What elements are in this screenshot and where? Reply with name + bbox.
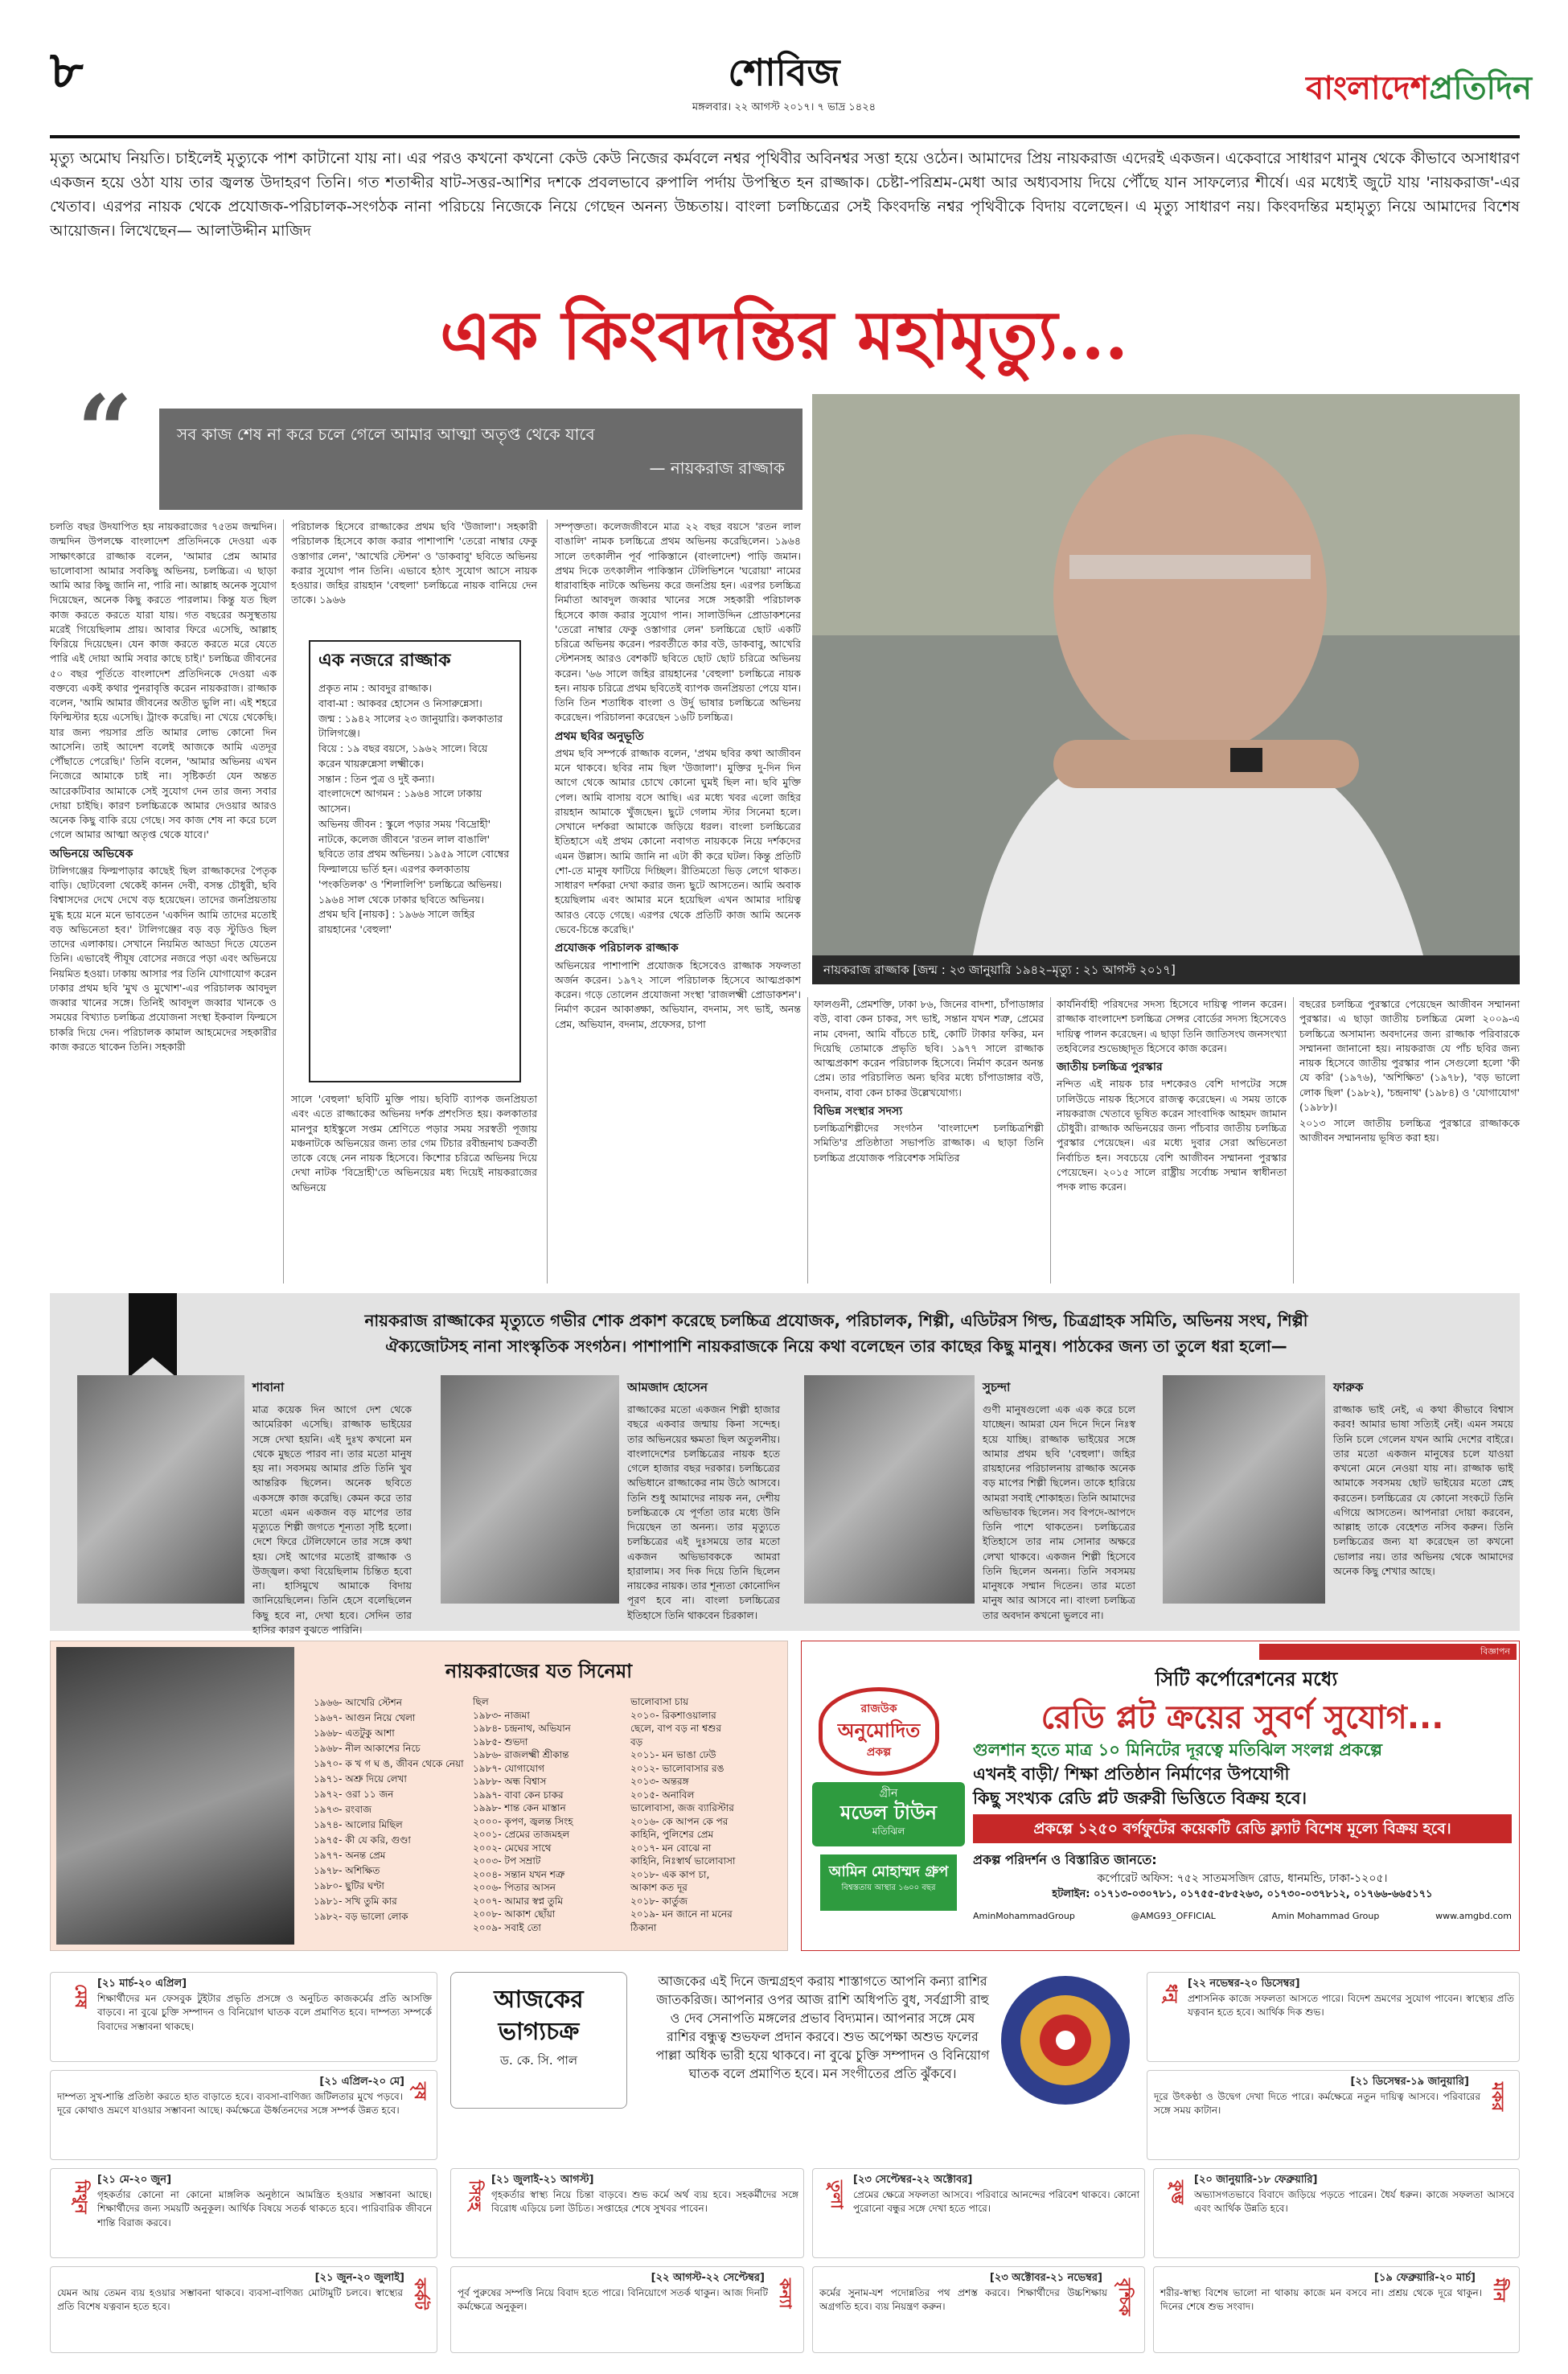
project-logo <box>812 1782 965 1846</box>
film-item: ২০১৬- কে আপন কে পর <box>630 1815 729 1827</box>
person-name: আমজাদ হোসেন <box>627 1380 708 1394</box>
col1-subhead: অভিনয়ে অভিষেক <box>50 847 133 860</box>
film-item: ১৯৮৭- যোগাযোগ <box>473 1762 544 1774</box>
film-item: ২০১১- মন ভাঙা ঢেউ <box>630 1749 716 1760</box>
film-item: ২০০৪- সন্তান যখন শত্রু <box>473 1868 565 1880</box>
film-item: ১৯৮২- বড় ভালো লোক <box>314 1911 408 1922</box>
col2-paragraph-1: পরিচালক হিসেবে রাজ্জাকের প্রথম ছবি 'উজালা'। সহকারী পরিচালক হিসেবে কাজ করার পাশাপাশি 'তেরো নাম্বার ফেকু ওস্তাগার লেন', 'আখেরি স্টেশন' ও 'ডাকবাবু' ছবিতে অভিনয় করার সুযোগ পান তিনি। এভাবে হঠাৎ সুযোগ আসে নায়ক হওয়ার। জহির রায়হান 'বেহুলা' চলচ্চিত্রে নায়ক বানিয়ে দেন তাকে। ১৯৬৬ <box>291 520 537 606</box>
film-item: ১৯৭৫- কী যে করি, গুণ্ডা <box>314 1834 411 1846</box>
person-quote: গুণী মানুষগুলো এক এক করে চলে যাচ্ছেন। আমরা যেন দিনে দিনে নিঃস্ব হয়ে যাচ্ছি। রাজ্জাক ভাইয়ের সঙ্গে আমার প্রথম ছবি 'বেহুলা'। জহির রায়হানের পরিচালনায় রাজ্জাক অনেক বড় মাপের শিল্পী ছিলেন। তাকে হারিয়ে আমরা সবাই শোকাহত। তিনি আমাদের অভিভাবক ছিলেন। সব বিপদে-আপদে তিনি পাশে থাকতেন। চলচ্চিত্রের ইতিহাসে তার নাম সোনার অক্ষরে লেখা থাকবে। একজন শিল্পী হিসেবে তিনি ছিলেন অনন্য। তিনি সবসময় মানুষকে সম্মান দিতেন। তার মতো মানুষ আর আসবে না। বাংলা চলচ্চিত্র তার অবদান কখনো ভুলবে না। <box>983 1403 1135 1621</box>
masthead-rule <box>50 135 1520 138</box>
zodiac-dates: [২০ জানুয়ারি-১৮ ফেব্রুয়ারি] <box>1194 2174 1318 2186</box>
zodiac-box-leo <box>450 2168 804 2258</box>
taurus-icon: বৃষ <box>411 2082 430 2101</box>
brand-logo <box>1194 64 1532 113</box>
film-item: ১৯৭৮- অশিক্ষিত <box>314 1865 380 1876</box>
column-separator <box>1293 997 1294 1284</box>
film-item: ১৯৮৫- শুভদা <box>473 1735 528 1748</box>
ad-line-1: সিটি কর্পোরেশনের মধ্যে <box>1155 1668 1338 1690</box>
company-logo <box>820 1854 957 1911</box>
cancer-icon: কর্কট <box>411 2278 430 2310</box>
zodiac-box-taurus <box>50 2070 437 2160</box>
zodiac-box-capricorn <box>1147 2070 1520 2160</box>
horoscope-title-1: আজকের <box>494 1986 584 2014</box>
aries-icon: মেষ <box>72 1984 91 2009</box>
col4-paragraph-2: চলচ্চিত্রশিল্পীদের সংগঠন 'বাংলাদেশ চলচ্চিত্রশিল্পী সমিতি'র প্রতিষ্ঠাতা সভাপতি রাজ্জাক। এ ছাড়া তিনি চলচ্চিত্র প্রযোজক পরিবেশক সমিতির <box>814 1122 1044 1164</box>
zodiac-text: প্রেমের ক্ষেত্রে সফলতা আসবে। পরিবারে আনন্দের পরিবেশ থাকবে। কোনো পুরোনো বন্ধুর সঙ্গে দেখা হতে পারে। <box>853 2189 1139 2215</box>
glance-item: বাংলাদেশে আগমন : ১৯৬৪ সালে ঢাকায় আসেন। <box>318 787 482 815</box>
person-quote: রাজ্জাক ভাই নেই, এ কথা কীভাবে বিশ্বাস করব! আমার ভাষা সত্যিই নেই। এমন সময়ে তিনি চলে গেলেন যখন আমি দেশের বাইরে। তার মতো একজন মানুষের চলে যাওয়া কখনো মেনে নেওয়া যায় না। রাজ্জাক ভাই আমাকে সবসময় ছোট ভাইয়ের মতো স্নেহ করতেন। চলচ্চিত্রের যে কোনো সংকটে তিনি এগিয়ে আসতেন। আপনারা দোয়া করবেন, আল্লাহ তাকে বেহেশত নসিব করুন। তিনি চলচ্চিত্রের জন্য যা করেছেন তা কখনো ভোলার নয়। তার অভিনয় থেকে আমাদের অনেক কিছু শেখার আছে। <box>1333 1403 1513 1577</box>
film-item: ১৯৬৭- আগুন নিয়ে খেলা <box>314 1712 416 1723</box>
zodiac-box-scorpio <box>812 2266 1145 2353</box>
person-photo-amjad <box>441 1375 619 1604</box>
ad-label: বিজ্ঞাপন <box>1259 1644 1517 1660</box>
column-separator <box>1050 997 1051 1284</box>
zodiac-text: দূরে উৎকণ্ঠা ও উদ্বেগ দেখা দিতে পারে। কর্মক্ষেত্রে নতুন দায়িত্ব আসবে। পরিবারের সঙ্গে সময় কাটান। <box>1154 2091 1480 2117</box>
film-item: ১৯৮৪- চন্দ্রনাথ, অভিযান <box>473 1723 571 1734</box>
gemini-icon: মিথুন <box>72 2180 91 2214</box>
brand-big: মডেল টাউন <box>840 1801 937 1824</box>
col2-paragraph-2: সালে 'বেহুলা' ছবিটি মুক্তি পায়। ছবিটি ব্যাপক জনপ্রিয়তা এবং এতে রাজ্জাকের অভিনয় দর্শক প্রশংসিত হয়। কলকাতার মানপুর হাইস্কুলে সপ্তম শ্রেণিতে পড়ার সময় সরস্বতী পূজায় মঞ্চনাটকে অভিনয়ের জন্য তার গেম টিচার রবীন্দ্রনাথ চক্রবর্তী তাকে বেছে নেন নায়ক হিসেবে। কিশোর চরিত্রে অভিনয় দিয়ে দেখা নাটক 'বিদ্রোহী'তে অভিনয়ের মধ্য দিয়েই নায়করাজের অভিনয়ে <box>291 1093 537 1193</box>
ad-line-2: রেডি প্লট ক্রয়ের সুবর্ণ সুযোগ... <box>1041 1699 1444 1736</box>
brand-part-1: বাংলাদেশ <box>1306 70 1430 107</box>
glance-list <box>318 681 511 938</box>
film-item: ২০১০- রিকশাওয়ালার <box>630 1709 716 1721</box>
horoscope-author: ড. কে. সি. পাল <box>499 2053 578 2068</box>
col3-paragraph-1: সম্পৃক্ততা। কলেজজীবনে মাত্র ২২ বছর বয়সে 'রতন লাল বাঙালি' নামক চলচ্চিত্রে প্রথম অভিনয় করেছিলেন। ১৯৬৪ সালে তৎকালীন পূর্ব পাকিস্তানে (বাংলাদেশ) পাড়ি জমান। প্রথম দিকে তৎকালীন পাকিস্তান টেলিভিশনে 'ঘরোয়া' নামের ধারাবাহিক নাটকে অভিনয় করে জনপ্রিয় হন। এরপর চলচ্চিত্র নির্মাতা আবদুল জব্বার খানের সঙ্গে সহকারী পরিচালক হিসেবে কাজ করার সুযোগ পান। সালাউদ্দিন প্রোডাকশনের 'তেরো নাম্বার ফেকু ওস্তাগার লেন' চলচ্চিত্রে ছোট একটি চরিত্রে অভিনয় করেন। পরবর্তীতে কার বউ, ডাকবাবু, আখেরি স্টেশনসহ আরও বেশকটি ছবিতে ছোট ছোট চরিত্রে অভিনয় করেন। '৬৬ সালে জহির রায়হানের 'বেহুলা' চলচ্চিত্রে নায়ক হন। নায়ক চরিত্রে প্রথম ছবিতেই ব্যাপক জনপ্রিয়তা পেয়ে যান। তিনি তিন শতাধিক বাংলা ও উর্দু ভাষার চলচ্চিত্রে অভিনয় করেছেন। পরিচালনা করেছেন ১৬টি চলচ্চিত্র। <box>555 520 801 724</box>
person-photo-faruk <box>1163 1375 1325 1604</box>
tribute-intro: নায়করাজ রাজ্জাকের মৃত্যুতে গভীর শোক প্রকাশ করেছে চলচ্চিত্র প্রযোজক, পরিচালক, শিল্পী, এডিটরস গিল্ড, চিত্রগ্রাহক সমিতি, অভিনয় সংঘ, শিল্পী ঐক্যজোটসহ নানা সাংস্কৃতিক সংগঠন। পাশাপাশি নায়করাজকে নিয়ে কথা বলেছেন তার কাছের কিছু মানুষ। পাঠকের জন্য তা তুলে ধরা হলো— <box>364 1311 1308 1356</box>
col1-paragraph-2: টালিগঞ্জের ফিল্মপাড়ার কাছেই ছিল রাজ্জাকদের পৈতৃক বাড়ি। ছোটবেলা থেকেই কানন দেবী, বসন্ত চৌধুরী, ছবি বিশ্বাসদের দেখে দেখে বড় হয়েছেন। তাদের জনপ্রিয়তায় মুগ্ধ হয়ে মনে মনে ভাবতেন 'একদিন আমি তাদের মতোই বড় অভিনেতা হব।' টালিগঞ্জের বড় বড় স্টুডিও ছিল তাদের এলাকায়। সেখানে নিয়মিত আড্ডা দিতে যেতেন তিনি। এভাবেই পীযূষ বোসের নজরে পড়া এবং অভিনয়ে নিয়মিত হওয়া। ঢাকায় আসার পর তিনি যোগাযোগ করেন ঢাকার প্রথম ছবি 'মুখ ও মুখোশ'-এর পরিচালক আবদুল জব্বার খানের সঙ্গে। তিনিই আবদুল জব্বার খানকে ও সময়ের বিখ্যাত চলচ্চিত্র প্রযোজনা সংস্থা ইকবাল ফিল্মসে চাকরি দিয়ে দেন। পরিচালক কামাল আহমেদের সহকারীর কাজ করতে থাকেন তিনি। সহকারী <box>50 864 277 1053</box>
glance-item: প্রকৃত নাম : আবদুর রাজ্জাক। <box>318 682 433 694</box>
zodiac-dates: [২১ জুন-২০ জুলাই] <box>314 2272 404 2284</box>
film-item: কাহিনি, পুলিশের প্রেম <box>630 1829 714 1840</box>
zodiac-dates: [১৯ ফেব্রুয়ারি-২০ মার্চ] <box>1374 2272 1476 2284</box>
zodiac-wheel-graphic <box>997 1972 1134 2109</box>
seal-mid: অনুমোদিত <box>837 1719 921 1742</box>
company-sub: বিশ্বস্ততায় আস্থার ১৬০০ বছর <box>841 1883 936 1892</box>
approval-seal <box>819 1687 939 1776</box>
ad-office: কর্পোরেট অফিস: ৭৫২ সাতমসজিদ রোড, ধানমন্ডি, ঢাকা-১২০৫। <box>1097 1872 1388 1885</box>
zodiac-box-pisces <box>1153 2266 1520 2353</box>
zodiac-dates: [২১ জুলাই-২১ আগস্ট] <box>491 2174 594 2186</box>
person-quote: মাত্র কয়েক দিন আগে দেশ থেকে আমেরিকা এসেছি। রাজ্জাক ভাইয়ের সঙ্গে দেখা হয়নি। এই দুঃখ কখনো মন থেকে মুছতে পারব না। তার মতো মানুষ হয় না। সবসময় আমার প্রতি তিনি খুব আন্তরিক ছিলেন। অনেক ছবিতে একসঙ্গে কাজ করেছি। কেমন করে তার মতো এমন একজন বড় মাপের তার মৃত্যুতে শিল্পী জগতে শূন্যতা সৃষ্টি হলো। দেশে ফিরে টেলিফোনে তার সঙ্গে কথা হয়। সেই আগের মতোই রাজ্জাক ও উজ্জ্বল। কথা বিয়েছিলাম চিন্তিত হবো না। হাসিমুখে আমাকে বিদায় জানিয়েছিলেন। তিনি হেসে বলেছিলেন কিছু হবে না, দেখা হবে। সেদিন তার হাসির কারণ বুঝতে পারিনি। <box>252 1403 412 1636</box>
film-item: ১৯৮০- ছুটির ঘণ্টা <box>314 1880 384 1891</box>
section-title: শোবিজ <box>728 51 840 94</box>
zodiac-text: শিক্ষার্থীদের মন ফেসবুক টুইটার প্রভৃতি প্রসঙ্গে ও অনুচিত কাজকর্মের প্রতি আসক্তি বাড়বে। না বুঝে চুক্তি সম্পাদন ও বিনিয়োগ ঘাতক বলে প্রমাণিত হবে। দাম্পত্য সম্পর্কে বিবাদের সম্ভাবনা থাকছে। <box>97 1993 432 2032</box>
zodiac-box-sagittarius <box>1147 1972 1520 2062</box>
film-item: ভালোবাসা চায় <box>630 1696 689 1707</box>
zodiac-dates: [২৩ অক্টোবর-২১ নভেম্বর] <box>989 2272 1102 2284</box>
zodiac-box-virgo <box>450 2266 804 2353</box>
glance-item: বাবা-মা : আকবর হোসেন ও নিসারুন্নেসা। <box>318 696 482 709</box>
zodiac-text: গৃহকর্তার কোনো না কোনো মাঙ্গলিক অনুষ্ঠানে আমন্ত্রিত হওয়ার সম্ভাবনা আছে। শিক্ষার্থীদের জন্য সময়টি অনুকূল। আর্থিক বিষয়ে সতর্ক থাকতে হবে। পারিবারিক জীবনে শান্তি বিরাজ করবে। <box>97 2189 432 2228</box>
film-list-3 <box>630 1695 783 1934</box>
zodiac-box-libra <box>812 2168 1145 2258</box>
zodiac-text: দাম্পত্য সুখ-শান্তি প্রতিষ্ঠা করতে হাত বাড়াতে হবে। ব্যবসা-বাণিজ্য জটিলতার মুখে পড়বে। দূরে কোথাও ভ্রমণে যাওয়ার সম্ভাবনা আছে। কর্মক্ষেত্রে ঊর্ধ্বতনদের সঙ্গে সম্পর্ক উন্নত হবে। <box>57 2091 403 2117</box>
article-column-6 <box>1299 997 1520 1284</box>
brand-part-2: প্রতিদিন <box>1429 70 1532 107</box>
person-name: সুচন্দা <box>983 1380 1011 1394</box>
film-item: ২০১৭- মন বোঝে না <box>630 1842 712 1854</box>
social-link[interactable]: Amin Mohammad Group <box>1271 1911 1380 1921</box>
capricorn-icon: মকর <box>1488 2082 1508 2112</box>
film-item: ১৯৯৮- শান্ত কেন মাস্তান <box>473 1802 566 1813</box>
film-item: ১৯৯৭- বাবা কেন চাকর <box>473 1789 564 1801</box>
film-item: ছিল <box>473 1696 489 1707</box>
film-item: ১৯৭৭- অনন্ত প্রেম <box>314 1850 386 1861</box>
person-name: শাবানা <box>252 1380 285 1394</box>
film-item: ১৯৭১- অশ্রু দিয়ে লেখা <box>314 1773 407 1785</box>
zodiac-wheel-icon <box>997 1972 1134 2109</box>
quote-mark: “ <box>77 374 133 487</box>
article-column-3 <box>555 520 801 1284</box>
ad-line-4: এখনই বাড়ী/ শিক্ষা প্রতিষ্ঠান নির্মাণের উপযোগী <box>973 1764 1290 1784</box>
scorpio-icon: বৃশ্চিক <box>1115 2278 1135 2316</box>
social-link[interactable]: AminMohammadGroup <box>973 1911 1075 1921</box>
film-item: বড় <box>630 1735 643 1748</box>
film-item: ১৯৬৬- আখেরি স্টেশন <box>314 1697 402 1708</box>
zodiac-text: প্রশাসনিক কাজে সফলতা আসতে পারে। বিদেশ ভ্রমণের সুযোগ পাবেন। স্বাস্থ্যের প্রতি যত্নবান হতে হবে। আর্থিক দিক শুভ। <box>1188 1993 1514 2019</box>
film-item: ২০০১- প্রেমের তাজমহল <box>473 1829 570 1840</box>
zodiac-text: অভ্যাসগতভাবে বিবাদে জড়িয়ে পড়তে পারেন। ধৈর্য ধরুন। কাজে সফলতা আসবে এবং আর্থিক উন্নতি হবে। <box>1194 2189 1514 2215</box>
glance-item: সন্তান : তিন পুত্র ও দুই কন্যা। <box>318 772 435 785</box>
intro-text: মৃত্যু অমোঘ নিয়তি। চাইলেই মৃত্যুকে পাশ কাটানো যায় না। এর পরও কখনো কখনো কেউ কেউ নিজের কর্মবলে নশ্বর পৃথিবীর অবিনশ্বর সত্তা হয়ে ওঠেন। আমাদের প্রিয় নায়করাজ এদেরই একজন। একেবারে সাধারণ মানুষ থেকে কীভাবে অসাধারণ একজন হয়ে ওঠা যায় তার জ্বলন্ত উদাহরণ তিনি। গত শতাব্দীর ষাট-সত্তর-আশির দশকে প্রবলভাবে রুপালি পর্দায় উপস্থিত হন রাজ্জাক। চেষ্টা-পরিশ্রম-মেধা আর অধ্যবসায় দিয়ে পৌঁছে যান সাফল্যের শীর্ষে। এর মধ্যেই জুটে যায় 'নায়করাজ'-এর খেতাব। এরপর নায়ক থেকে প্রযোজক-পরিচালক-সংগঠক নানা পরিচয়ে নিজেকে নিয়ে গেছেন অনন্য উচ্চতায়। বাংলা চলচ্চিত্রের সেই কিংবদন্তি নশ্বর পৃথিবীকে বিদায় বলেছেন। এ মৃত্যু সাধারণ নয়। কিংবদন্তির মহামৃত্যু নিয়ে আমাদের বিশেষ আয়োজন। লিখেছেন— আলাউদ্দীন মাজিদ <box>50 150 1520 240</box>
page-number: ৮ <box>50 41 84 101</box>
col3-subhead-1: প্রথম ছবির অনুভূতি <box>555 729 644 743</box>
film-item: ১৯৬৮- নীল আকাশের নিচে <box>314 1743 421 1754</box>
film-item: ১৯৭০- ক খ গ ঘ ঙ, জীবন থেকে নেয়া <box>314 1758 464 1769</box>
col3-paragraph-3: অভিনয়ের পাশাপাশি প্রযোজক হিসেবেও রাজ্জাক সফলতা অর্জন করেন। ১৯৭২ সালে পরিচালক হিসেবে আত্মপ্রকাশ করেন। গড়ে তোলেন প্রযোজনা সংস্থা 'রাজলক্ষ্মী প্রোডাকশন'। নির্মাণ করেন আকাঙ্ক্ষা, অভিযান, বদনাম, সৎ ভাই, অনন্ত প্রেম, অভিযান, বদনাম, প্রফেসর, চাপা <box>555 959 801 1030</box>
film-item: ১৯৭৩- রংবাজ <box>314 1804 371 1815</box>
film-item: ১৯৭২- ওরা ১১ জন <box>314 1789 394 1800</box>
pisces-icon: মীন <box>1490 2278 1509 2302</box>
brand-sub: মতিঝিল <box>872 1826 905 1837</box>
film-list-1 <box>314 1695 466 1924</box>
ad-highlight-bar: প্রকল্পে ১২৫০ বর্গফুটের কয়েকটি রেডি ফ্ল্যাট বিশেষ মূল্যে বিক্রয় হবে। <box>973 1814 1512 1843</box>
ad-line-3: গুলশান হতে মাত্র ১০ মিনিটের দূরত্বে মতিঝিল সংলগ্ন প্রকল্পে <box>973 1740 1383 1760</box>
film-item: ২০০৮- আকাশ ছোঁয়া <box>473 1908 556 1920</box>
person-photo-shabana <box>77 1375 244 1604</box>
col3-subhead-2: প্রযোজক পরিচালক রাজ্জাক <box>555 942 679 955</box>
film-item: ছেলে, বাপ বড় না শ্বশুর <box>630 1723 721 1734</box>
film-item: ২০০৭- আমার স্বপ্ন তুমি <box>473 1895 564 1907</box>
mourning-ribbon-icon <box>129 1293 177 1378</box>
film-item: ১৯৮১- সখি তুমি কার <box>314 1896 397 1907</box>
quote-attribution: — নায়করাজ রাজ্জাক <box>649 458 785 478</box>
person-photo-suchanda <box>804 1375 975 1604</box>
col5-paragraph-1: কার্যনির্বাহী পরিষদের সদস্য হিসেবে দায়িত্ব পালন করেন। রাজ্জাক বাংলাদেশ চলচ্চিত্র সেন্সর বোর্ডের সদস্য হিসেবেও দায়িত্ব পালন করেছেন। এ ছাড়া তিনি জাতিসংঘ জনসংখ্যা তহবিলের শুভেচ্ছাদূত হিসেবে কাজ করেন। <box>1057 998 1287 1054</box>
seal-top: রাজউক <box>860 1702 897 1715</box>
zodiac-box-gemini <box>50 2168 437 2258</box>
photo-caption: নায়করাজ রাজ্জাক [জন্ম : ২৩ জানুয়ারি ১৯৪২–মৃত্যু : ২১ আগস্ট ২০১৭] <box>812 955 1520 984</box>
film-item: ২০০৯- সবাই তো <box>473 1921 541 1933</box>
film-item: ২০০০- কৃপণ, জ্বলন্ত সিংহ <box>473 1815 573 1827</box>
zodiac-dates: [২১ এপ্রিল-২০ মে] <box>319 2076 404 2088</box>
zodiac-box-cancer <box>50 2266 437 2353</box>
col6-paragraph-2: ২০১৩ সালে জাতীয় চলচ্চিত্র পুরস্কারে রাজ্জাককে আজীবন সম্মাননায় ভূষিত করা হয়। <box>1299 1117 1520 1144</box>
film-item: কাহিনি, নিঃস্বার্থ ভালোবাসা <box>630 1855 736 1867</box>
glance-item: প্রথম ছবি [নায়ক] : ১৯৬৬ সালে জহির রায়হানের 'বেহুলা' <box>318 908 475 935</box>
film-item: ১৯৮৩- নাজমা <box>473 1709 530 1721</box>
zodiac-box-aquarius <box>1153 2168 1520 2258</box>
film-item: ২০১৩- অন্তরঙ্গ <box>630 1776 689 1787</box>
zodiac-dates: [২২ নভেম্বর-২০ ডিসেম্বর] <box>1188 1978 1300 1990</box>
person-quote: রাজ্জাকের মতো একজন শিল্পী হাজার বছরে একবার জন্মায় কিনা সন্দেহ। তার অভিনয়ের ক্ষমতা ছিল অতুলনীয়। বাংলাদেশের চলচ্চিত্রের নায়ক হতে গেলে হাজার বছর দরকার। চলচ্চিত্রের অভিধানে রাজ্জাকের নাম উঠে আসবে। তিনি শুধু আমাদের নায়ক নন, দেশীয় চলচ্চিত্রকে যে পূর্ণতা তার মধ্যে উনি দিয়েছেন তা অনন্য। তার মৃত্যুতে চলচ্চিত্রের এই দুঃসময়ে তার মতো একজন অভিভাবককে আমরা হারালাম। সব দিক দিয়ে তিনি ছিলেন নায়কের নায়ক। তার শূন্যতা কোনোদিন পূরণ হবে না। বাংলা চলচ্চিত্রের ইতিহাসে তিনি থাকবেন চিরকাল। <box>627 1403 780 1621</box>
headline: এক কিংবদন্তির মহামৃত্যু... <box>439 295 1128 375</box>
filmography-photo <box>56 1647 294 1945</box>
person-name: ফারুক <box>1333 1380 1364 1394</box>
ad-line-5: কিছু সংখ্যক রেডি প্লট জরুরী ভিত্তিতে বিক্রয় হবে। <box>973 1789 1307 1808</box>
article-column-1 <box>50 520 277 1324</box>
film-item: ১৯৮৬- রাজলক্ষ্মী শ্রীকান্ত <box>473 1749 569 1760</box>
zodiac-dates: [২১ মার্চ-২০ এপ্রিল] <box>97 1978 187 1990</box>
column-separator <box>547 520 548 1284</box>
website-link[interactable]: www.amgbd.com <box>1435 1911 1512 1921</box>
zodiac-text: পূর্ব পুরুষের সম্পত্তি নিয়ে বিবাদ হতে পারে। বিনিয়োগে সতর্ক থাকুন। আজ দিনটি কর্মক্ষেত্রে অনুকূল। <box>458 2287 768 2313</box>
filmography-title: নায়করাজের যত সিনেমা <box>445 1660 633 1682</box>
portrait-illustration <box>812 394 1520 955</box>
col6-paragraph-1: বছরের চলচ্চিত্র পুরস্কারে পেয়েছেন আজীবন সম্মাননা পুরস্কার। এ ছাড়া জাতীয় চলচ্চিত্র মেলা ২০০৯-এ চলচ্চিত্রে অসামান্য অবদানের জন্য রাজ্জাক পরিবারকে সম্মাননা জানানো হয়। নায়করাজ যে পাঁচ ছবির জন্য নায়ক হিসেবে জাতীয় পুরস্কার পান সেগুলো হলো 'কী যে করি' (১৯৭৬), 'অশিক্ষিত' (১৯৭৮), 'বড় ভালো লোক ছিল' (১৯৮২), 'চন্দ্রনাথ' (১৯৮৪) ও 'যোগাযোগ' (১৯৮৮)। <box>1299 998 1520 1113</box>
film-item: ২০০৬- পিতার আসন <box>473 1882 556 1893</box>
film-item: ২০০৩- টপ সম্রাট <box>473 1855 541 1867</box>
ad-phones: হটলাইন: ০১৭১৩-০৩০৭৮১, ০১৭৫৫-৫৮৫২৬৩, ০১৭৩০-০৩৭৮১২, ০১৭৬৬-৬৬৫১৭১ <box>1052 1888 1433 1900</box>
zodiac-dates: [২১ ডিসেম্বর-১৯ জানুয়ারি] <box>1350 2076 1469 2088</box>
zodiac-dates: [২১ মে-২০ জুন] <box>97 2174 172 2186</box>
col1-paragraph-1: চলতি বছর উদযাপিত হয় নায়করাজের ৭৫তম জন্মদিন। জন্মদিন উপলক্ষে বাংলাদেশ প্রতিদিনকে দেওয়া এক সাক্ষাৎকারে রাজ্জাক বলেন, 'আমার প্রেম আমার ভালোবাসা আমার সবকিছু অভিনয়, চলচ্চিত্র। এ ছাড়া আমি আর কিছু জানি না, পারি না। আল্লাহ অনেক সুযোগ দিয়েছেন, অনেক কিছু করতে পারলাম। কিন্তু যত ছিল কাজ করতে করতে যারা যায়। গত বছরের অসুস্থতায় মরেই গিয়েছিলাম প্রায়। আবার ফিরে এসেছি, আল্লাহ ফিরিয়ে দিয়েছেন। যেন কাজ করতে করতে মরে যেতে পারি এই দোয়া আমি সবার কাছে চাই।' চলচ্চিত্র জীবনের ৫০ বছর পূর্তিতে বাংলাদেশ প্রতিদিনকে দেওয়া এক বক্তব্যে একই কথার পুনরাবৃত্তি করেন নায়করাজ। রাজ্জাক বলেন, 'আমি আমার জীবনের অতীত ভুলি না। এই শহরে ফিল্মিস্টার হয়ে এসেছি। ট্রাংক করেছি। না খেয়ে থেকেছি। যার জন্য পয়সার প্রতি আমার লোভ কোনো দিন আসেনি। তাই আদেশ বলেই আজকে আমি এতদূর পৌঁছাতে পেরেছি।' তিনি বলেন, 'আমার অভিনয় এখন নিজেরে আমাকে চাই না। সৃষ্টিকর্তা যেন অন্তত আরেকটিবার আমাকে সেই সুযোগ দেন তার জন্য সবার দোয়া চাইছি। কারণ চলচ্চিত্রকে আমার দেওয়ার আরও অনেক কিছু বাকি রয়ে গেছে। সব কাজ শেষ না করে চলে গেলে আমার আত্মা অতৃপ্ত থেকে যাবে।' <box>50 520 277 841</box>
zodiac-text: গৃহকর্তার স্বাস্থ্য নিয়ে চিন্তা বাড়বে। শুভ কর্মে অর্থ ব্যয় হবে। সহকর্মীদের সঙ্গে বিরোধ এড়িয়ে চলা উচিত। সপ্তাহের শেষে সুখবর পাবেন। <box>491 2189 798 2215</box>
sagittarius-icon: ধনু <box>1162 1984 1181 2003</box>
horoscope-title-box <box>450 1972 627 2109</box>
column-separator <box>807 997 808 1284</box>
main-photo <box>812 394 1520 955</box>
ad-social-row <box>973 1911 1512 1927</box>
date-line: মঙ্গলবার। ২২ আগস্ট ২০১৭। ৭ ভাদ্র ১৪২৪ <box>692 101 876 113</box>
glance-title: এক নজরে রাজ্জাক <box>318 651 451 671</box>
social-link[interactable]: @AMG93_OFFICIAL <box>1131 1911 1216 1921</box>
quote-box <box>159 409 802 510</box>
zodiac-dates: [২৩ সেপ্টেম্বর-২২ অক্টোবর] <box>853 2174 973 2186</box>
glance-item: অভিনয় জীবন : স্কুলে পড়ার সময় 'বিদ্রোহী' নাটকে, কলেজ জীবনে 'রতন লাল বাঙালি' ছবিতে তার প্রথম অভিনয়। ১৯৫৯ সালে বোম্বের ফিল্মালয়ে ভর্তি হন। এরপর কলকাতায় 'পংকতিলক' ও 'শিলালিপি' চলচ্চিত্রে অভিনয়। ১৯৬৪ সাল থেকে ঢাকার ছবিতে অভিনয়। <box>318 817 510 906</box>
film-list-2 <box>473 1695 626 1934</box>
horoscope-birthday-text: আজকের এই দিনে জন্মগ্রহণ করায় শাস্তাগতে আপনি কন্যা রাশির জাতকরিজ। আপনার ওপর আজ রাশি অধিপতি বুধ, সর্বগ্রাসী রাহু ও দেব সেনাপতি মঙ্গলের প্রভাব বিদ্যমান। আপনার সঙ্গে মেষ রাশির বন্ধুত্ব শুভফল প্রদান করবে। শুভ অপেক্ষা অশুভ ফলের পাল্লা অধিক ভারী হয়ে থাকবে। না বুঝে চুক্তি সম্পাদন ও বিনিয়োগ ঘাতক বলে প্রমাণিত হবে। মন সংগীতের প্রতি ঝুঁকবে। <box>655 1974 990 2081</box>
company-name: আমিন মোহাম্মদ গ্রুপ <box>828 1863 949 1880</box>
virgo-icon: কন্যা <box>776 2278 795 2309</box>
glance-box <box>309 640 521 1082</box>
film-item: ২০১৯- মন জানে না মনের <box>630 1908 733 1920</box>
film-item: ১৯৭৪- আলোর মিছিল <box>314 1819 403 1830</box>
col5-paragraph-2: নন্দিত এই নায়ক চার দশকেরও বেশি দাপটের সঙ্গে ঢালিউডে নায়ক হিসেবে রাজত্ব করেছেন। এ সময় তাকে নায়করাজ খেতাবে ভূষিত করেন সাংবাদিক আহমদ জামান চৌধুরী। রাজ্জাক অভিনয়ের জন্য পাঁচবার জাতীয় চলচ্চিত্র পুরস্কার পেয়েছেন। এর মধ্যে দুবার সেরা অভিনেতা নির্বাচিত হন। সবচেয়ে বেশি আজীবন সম্মাননা পুরস্কার পেয়েছেন। ২০১৫ সালে রাষ্ট্রীয় সর্বোচ্চ সম্মান স্বাধীনতা পদক লাভ করেন। <box>1057 1078 1287 1193</box>
col4-subhead: বিভিন্ন সংস্থার সদস্য <box>814 1104 903 1118</box>
col5-subhead: জাতীয় চলচ্চিত্র পুরস্কার <box>1057 1061 1163 1074</box>
film-item: ১৯৮৮- অন্ধ বিশ্বাস <box>473 1776 547 1787</box>
glance-item: বিয়ে : ১৯ বছর বয়সে, ১৯৬২ সালে। বিয়ে করেন খায়রুন্নেসা লক্ষ্মীকে। <box>318 742 488 770</box>
film-item: ভালোবাসা, জজ ব্যারিস্টার <box>630 1802 734 1813</box>
col3-paragraph-2: প্রথম ছবি সম্পর্কে রাজ্জাক বলেন, 'প্রথম ছবির কথা আজীবন মনে থাকবে। ছবির নাম ছিল 'উজালা'। মুক্তির দু-দিন দিন আগে থেকে আমার চোখে কোনো ঘুমই ছিল না। ছবি মুক্তি পেল। আমি বাসায় বসে আছি। এর মধ্যে খবর এলো জহির রায়হান আমাকে খুঁজছেন। ছুটে গেলাম স্টার সিনেমা হলে। সেখানে দর্শকরা আমাকে জড়িয়ে ধরল। বাংলা চলচ্চিত্রের ইতিহাসে এই প্রথম কোনো নবাগত নায়ককে নিয়ে দর্শকদের এমন উল্লাস। আমি জানি না এটা কী করে ঘটল। কিন্তু প্রতিটি শো-তে মানুষ ফাটিয়ে দিচ্ছিল। রীতিমতো ভিড় লেগে থাকত। সাধারণ দর্শকরা দেখা করার জন্য ছুটে আসতেন। আমি অবাক হয়েছিলাম এবং আমার মনে হয়েছিল এখন আমার দায়িত্ব আরও বেড়ে গেছে। এরপর থেকে প্রতিটি কাজ আমি অনেক ভেবে-চিন্তে করেছি।' <box>555 746 801 935</box>
aquarius-icon: কুম্ভ <box>1168 2180 1188 2204</box>
zodiac-text: শরীর-স্বাস্থ্য বিশেষ ভালো না থাকায় কাজে মন বসবে না। প্রশ্রয় থেকে দূরে থাকুন। দিনের শেষে শুভ সংবাদ। <box>1160 2287 1482 2313</box>
col4-paragraph-1: ফালগুনী, প্রেমশক্তি, ঢাকা ৮৬, জিনের বাদশা, চাঁপাডাঙ্গার বউ, বাবা কেন চাকর, সৎ ভাই, সন্তান যখন শত্রু, প্রেমের নাম বেদনা, আমি বাঁচতে চাই, কোটি টাকার ফকির, মন দিয়েছি তোমাকে প্রভৃতি ছবি। ১৯৭৭ সালে রাজ্জাক আত্মপ্রকাশ করেন পরিচালক হিসেবে। নির্মাণ করেন অনন্ত প্রেম। তার পরিচালিত অন্য ছবির মধ্যে চাঁপাডাঙ্গার বউ, বদনাম, বাবা কেন চাকর উল্লেখযোগ্য। <box>814 998 1044 1099</box>
zodiac-text: কর্মের সুনাম-যশ পদোন্নতির পথ প্রশস্ত করবে। শিক্ষার্থীদের উচ্চশিক্ষায় অগ্রগতি হবে। ব্যয় নিয়ন্ত্রণ করুন। <box>819 2287 1107 2313</box>
quote-text: সব কাজ শেষ না করে চলে গেলে আমার আত্মা অতৃপ্ত থেকে যাবে <box>177 425 595 444</box>
film-item: ঠিকানা <box>630 1921 657 1933</box>
film-item: ২০১৫- অনাবিল <box>630 1789 695 1801</box>
brand-small: গ্রীন <box>879 1787 898 1800</box>
zodiac-text: যেমন আয় তেমন ব্যয় হওয়ার সম্ভাবনা থাকবে। ব্যবসা-বাণিজ্য মোটামুটি চলবে। স্বাস্থ্যের প্রতি বিশেষ যত্নবান হতে হবে। <box>57 2287 403 2313</box>
film-item: ২০১৮- কার্তুজ <box>630 1895 688 1907</box>
leo-icon: সিংহ <box>466 2180 485 2212</box>
film-item: ২০০২- মেঘের সাথে <box>473 1842 552 1854</box>
zodiac-box-aries <box>50 1972 437 2062</box>
film-item: ২০১২- ভালোবাসার রঙ <box>630 1762 724 1774</box>
ribbon-shape <box>129 1293 177 1378</box>
column-separator <box>283 520 284 1284</box>
ad-contact-head: প্রকল্প পরিদর্শন ও বিস্তারিত জানতে: <box>973 1852 1157 1867</box>
seal-bot: প্রকল্প <box>866 1746 892 1759</box>
article-column-4 <box>814 997 1044 1284</box>
horoscope-title-2: ভাগ্যচক্র <box>498 2018 580 2046</box>
zodiac-dates: [২২ আগস্ট-২২ সেপ্টেম্বর] <box>651 2272 765 2284</box>
film-item: ১৯৬৮- এতটুকু আশা <box>314 1727 395 1739</box>
glance-item: জন্ম : ১৯৪২ সালের ২৩ জানুয়ারি। কলকাতার টালিগঞ্জে। <box>318 712 503 740</box>
libra-icon: তুলা <box>827 2180 847 2209</box>
film-item: আকাশ কত দূর <box>630 1882 688 1893</box>
film-item: ২০১৮- এক কাপ চা, <box>630 1868 710 1880</box>
article-column-5 <box>1057 997 1287 1284</box>
